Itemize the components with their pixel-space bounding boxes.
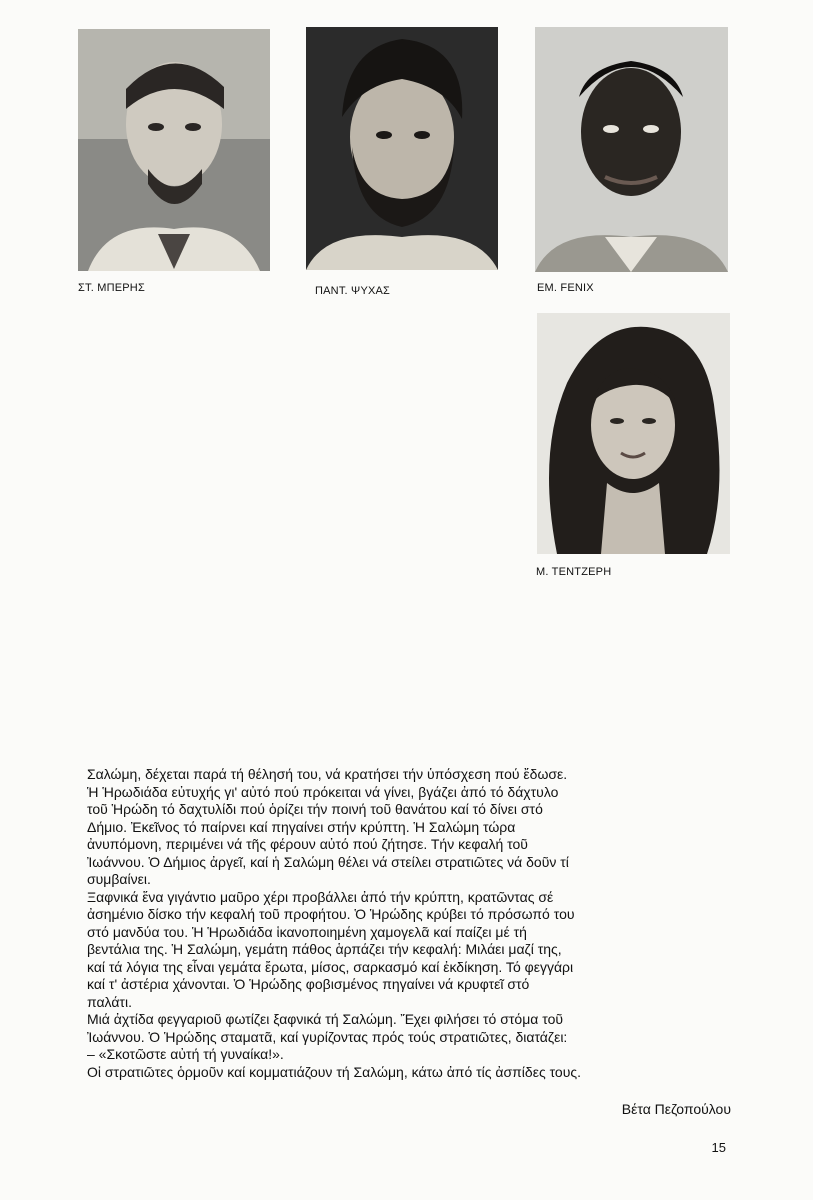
text-line: Δήμιο. Ἐκεῖνος τό παίρνει καί πηγαίνει στήν κρύπτη. Ἡ Σαλώμη τώρα [87,818,516,835]
text-line: Σαλώμη, δέχεται παρά τή θέλησή του, νά κρατήσει τήν ὑπόσχεση πού ἔδωσε. [87,766,568,782]
text-line: καί τά λόγια της εἶναι γεμάτα ἔρωτα, μίσος, σαρκασμό καί ἐκδίκηση. Τό φεγγάρι [87,958,574,975]
article-paragraph [87,889,732,1012]
page-number: 15 [711,1140,726,1155]
text-line: ἀσημένιο δίσκο τήν κεφαλή τοῦ προφήτου. Ὁ Ἡρώδης κρύβει τό πρόσωπό του [87,906,575,922]
text-line: καί τ' ἀστέρια χάνονται. Ὁ Ἡρώδης φοβισμένος πηγαίνει νά κρυφτεῖ στό [87,976,530,992]
photo-em-fenix [535,27,728,272]
caption-photo-3: ΕΜ. FENIX [537,282,594,294]
caption-photo-1: ΣΤ. ΜΠΕΡΗΣ [78,282,145,294]
photo-st-beris [78,29,270,271]
caption-photo-4: Μ. ΤΕΝΤΖΕΡΗ [536,566,612,578]
text-line: Ἰωάννου. Ὁ Ἡρώδης σταματᾶ, καί γυρίζοντας πρός τούς στρατιῶτες, διατάζει: [87,1028,568,1045]
caption-photo-2: ΠΑΝΤ. ΨΥΧΑΣ [315,285,391,297]
text-line: συμβαίνει. [87,871,151,887]
text-line: στό μανδύα του. Ἡ Ἡρωδιάδα ἱκανοποιημένη χαμογελᾶ καί παίζει μέ τή [87,923,527,940]
author-signature: Βέτα Πεζοπούλου [621,1101,731,1117]
text-line: παλάτι. [87,993,132,1010]
article-paragraph [87,766,732,889]
text-line: Ἡ Ἡρωδιάδα εὐτυχής γι' αὐτό πού πρόκειται νά γίνει, βγάζει ἀπό τό δάχτυλο [87,783,559,800]
article-paragraph [87,1011,732,1081]
dialogue-line: – «Σκοτῶστε αὐτή τή γυναίκα!». [87,1046,284,1062]
text-line: βεντάλια της. Ἡ Σαλώμη, γεμάτη πάθος ἁρπάζει τήν κεφαλή: Μιλάει μαζί της, [87,941,562,957]
article-text [87,766,732,1081]
text-line: Μιά ἀχτίδα φεγγαριοῦ φωτίζει ξαφνικά τή Σαλώμη. Ἔχει φιλήσει τό στόμα τοῦ [87,1011,564,1027]
text-line: ἀνυπόμονη, περιμένει νά τῆς φέρουν αὐτό πού ζήτησε. Τήν κεφαλή τοῦ [87,836,528,852]
photo-pant-psychas [306,27,498,270]
text-line: Ξαφνικά ἕνα γιγάντιο μαῦρο χέρι προβάλλει ἀπό τήν κρύπτη, κρατῶντας σέ [87,888,554,905]
text-line: Ἰωάννου. Ὁ Δήμιος ἀργεῖ, καί ἡ Σαλώμη θέλει νά στείλει στρατιῶτες νά δοῦν τί [87,853,569,870]
photo-m-tentzeri [537,313,730,554]
text-line: τοῦ Ἡρώδη τό δαχτυλίδι πού ὁρίζει τήν ποινή τοῦ θανάτου καί τό δίνει στό [87,801,543,817]
text-line: Οἱ στρατιῶτες ὁρμοῦν καί κομματιάζουν τή Σαλώμη, κάτω ἀπό τίς ἀσπίδες τους. [87,1063,581,1080]
